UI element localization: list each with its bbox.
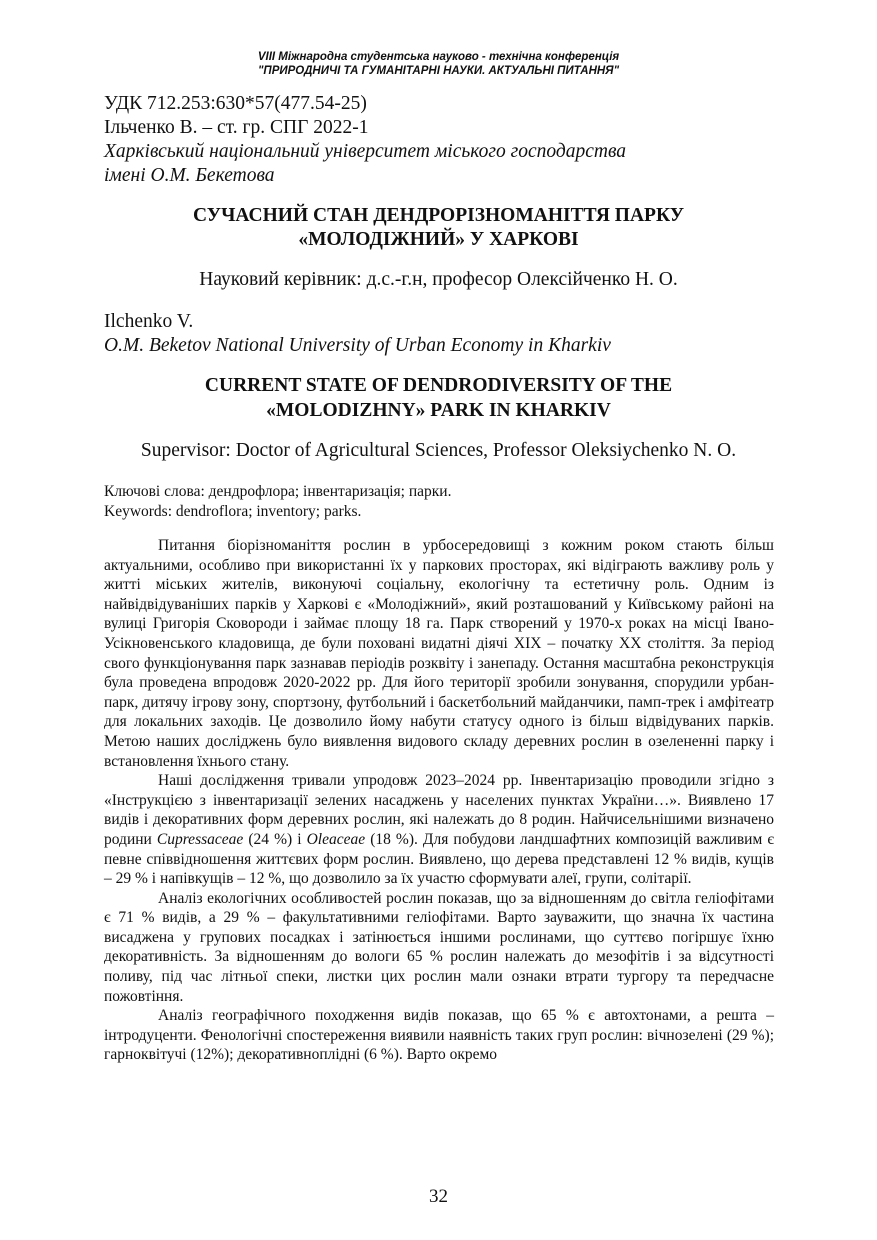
author-en: Ilchenko V. <box>104 311 194 332</box>
paragraph-2-text-a: Наші дослідження тривали упродовж 2023–2024 рр. Інвентаризацію проводили згідно з «Інструкцією з інвентаризації зелених насаджень у населених пунктах України…». Виявлено 17 видів і декоративних форм деревних рослин, які належать до 8 родин. Найчисельнішими визначено родини <box>104 772 774 848</box>
supervisor-ua: Науковий керівник: д.с.-г.н, професор Олексійченко Н. О. <box>199 269 678 290</box>
udk-code: УДК 712.253:630*57(477.54-25) <box>104 93 367 114</box>
keywords-block <box>104 482 784 521</box>
paragraph-3: Аналіз екологічних особливостей рослин показав, що за відношенням до світла геліофітами є 71 % видів, а 29 % – факультативними геліофітами. Варто зауважити, що значна їх частина висаджена у групових посадках і затінюється іншими рослинами, що суттєво погіршує їхню декоративність. За відношенням до вологи 65 % рослин належать до мезофітів і за відсутності поливу, під час літньої спеки, листки цих рослин мали ознаки втрати тургору та передчасне пожовтіння. <box>104 889 774 1005</box>
paragraph-2 <box>104 771 774 889</box>
page-number: 32 <box>429 1186 448 1207</box>
family-cupressaceae: Cupressaceae <box>156 830 244 848</box>
title-ua-line2: «МОЛОДІЖНИЙ» У ХАРКОВІ <box>298 229 579 250</box>
keywords-en: Keywords: dendroflora; inventory; parks. <box>104 502 362 520</box>
affiliation-ua-line1: Харківський національний університет міського господарства <box>104 141 627 162</box>
article-meta-ua <box>104 92 784 188</box>
title-en-line1: CURRENT STATE OF DENDRODIVERSITY OF THE <box>204 375 673 396</box>
affiliation-en: O.M. Beketov National University of Urban Economy in Kharkiv <box>104 335 611 356</box>
paragraph-2-text-b: (24 %) і <box>243 830 307 848</box>
author-ua: Ільченко В. – ст. гр. СПГ 2022-1 <box>104 117 369 138</box>
article-meta-en <box>104 310 784 358</box>
title-en <box>0 373 877 423</box>
title-ua-line1: СУЧАСНИЙ СТАН ДЕНДРОРІЗНОМАНІТТЯ ПАРКУ <box>192 205 685 226</box>
family-oleaceae: Oleaceae <box>306 830 366 848</box>
article-body <box>104 536 774 1065</box>
keywords-ua: Ключові слова: дендрофлора; інвентаризація; парки. <box>104 483 452 500</box>
conference-theme: "ПРИРОДНИЧІ ТА ГУМАНІТАРНІ НАУКИ. АКТУАЛЬНІ ПИТАННЯ" <box>257 65 620 77</box>
paragraph-4: Аналіз географічного походження видів показав, що 65 % є автохтонами, а решта – інтродуценти. Фенологічні спостереження виявили наявність таких груп рослин: вічнозелені (29 %); гарноквітучі (12%); декоративноплідні (6 %). Варто окремо <box>104 1007 774 1064</box>
affiliation-ua-line2: імені О.М. Бекетова <box>104 165 275 186</box>
paragraph-2-text-c: (18 %). Для побудови ландшафтних композицій важливим є певне співвідношення життєвих форм рослин. Виявлено, що дерева представлені 12 % видів, кущів – 29 % і напівкущів – 12 %, що дозволило за їх участю сформувати алеї, групи, солітарії. <box>104 830 774 888</box>
title-en-line2: «MOLODIZHNY» PARK IN KHARKIV <box>266 400 611 421</box>
supervisor-en: Supervisor: Doctor of Agricultural Sciences, Professor Oleksiychenko N. O. <box>140 440 737 461</box>
title-ua <box>0 204 877 252</box>
conference-header <box>0 50 877 78</box>
conference-name: VIII Міжнародна студентська науково - технічна конференція <box>257 51 620 63</box>
paragraph-1: Питання біорізноманіття рослин в урбосередовищі з кожним роком стають більш актуальними, особливо при використанні їх у паркових просторах, які відіграють важливу роль у житті міських жителів, виконуючі соціальну, екологічну та естетичну роль. Одним із найвідвідуваніших парків у Харкові є «Молодіжний», який розташований у Київському районі на вулиці Григорія Сковороди і займає площу 18 га. Парк створений у 1970-х роках на місці Івано-Усікновенського кладовища, де були поховані видатні діячі XIX – початку XX століття. За період свого функціонування парк зазнавав періодів розквіту і занепаду. Остання масштабна реконструкція була проведена впродовж 2020-2022 рр. Для його території зробили зонування, спорудили урбан-парк, дитячу ігрову зону, спортзону, футбольний і баскетбольний майданчики, памп-трек і амфітеатр для локальних заходів. Це дозволило йому набути статусу одного із більш відвідуваних парків. Метою наших досліджень було виявлення видового складу деревних рослин в озелененні парку і встановлення їхнього стану. <box>104 537 774 770</box>
